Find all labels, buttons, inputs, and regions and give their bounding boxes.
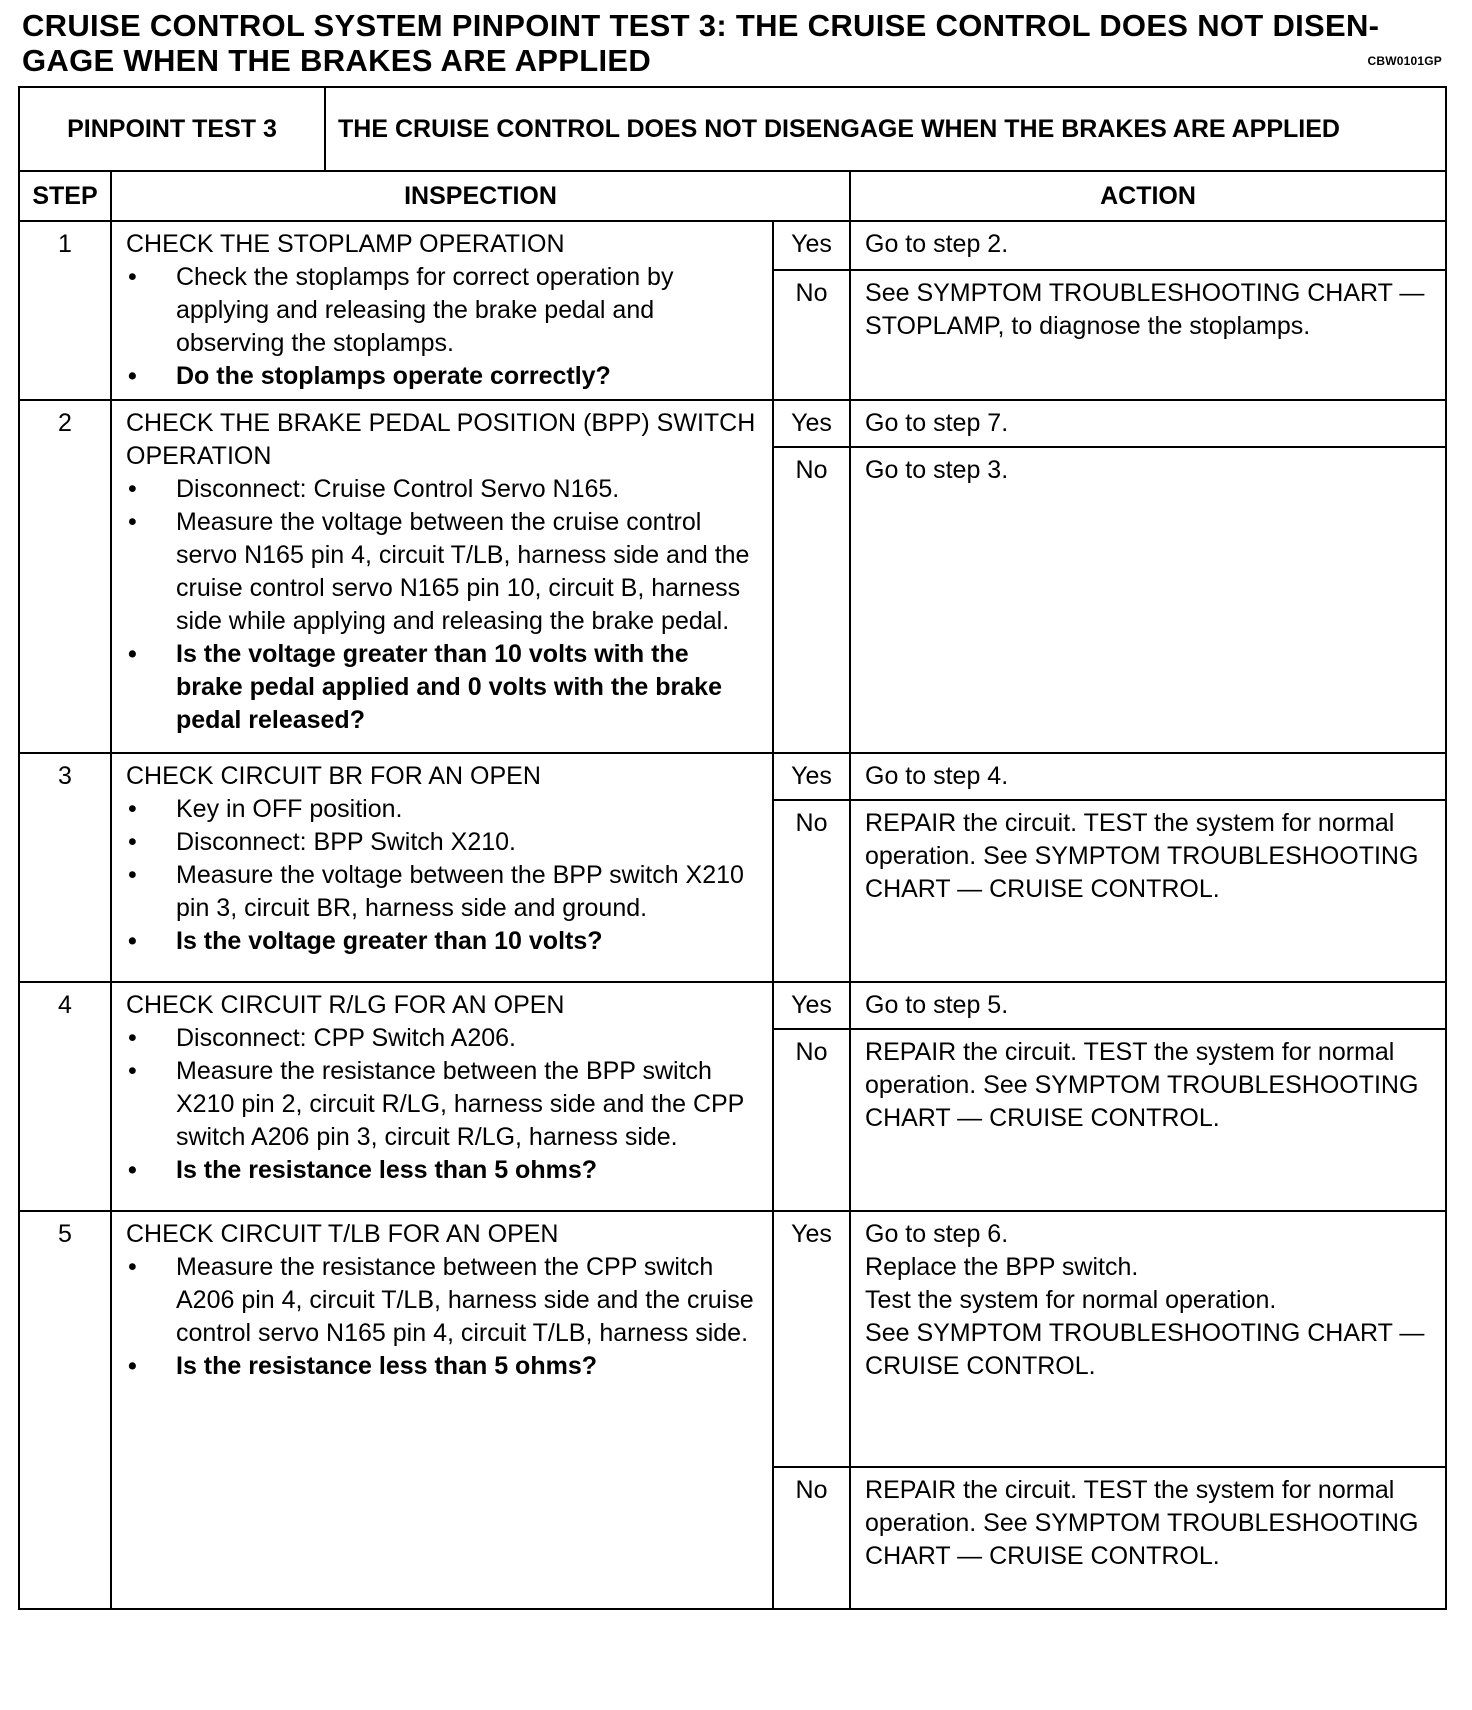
inspection-heading: CHECK CIRCUIT R/LG FOR AN OPEN (126, 991, 565, 1019)
step-number: 4 (19, 982, 111, 1211)
test-header-row (19, 87, 1446, 171)
yes-action-line: Test the system for normal operation. (865, 1286, 1277, 1314)
step-inspection (111, 753, 773, 982)
step-inspection (111, 400, 773, 753)
inspection-heading: CHECK CIRCUIT BR FOR AN OPEN (126, 762, 541, 790)
test-title: THE CRUISE CONTROL DOES NOT DISENGAGE WHEN THE BRAKES ARE APPLIED (325, 87, 1446, 171)
no-label: No (773, 1467, 850, 1609)
inspection-bullet: • Key in OFF position. (126, 793, 760, 826)
document-code: CBW0101GP (1367, 54, 1442, 68)
pinpoint-test-table (18, 86, 1447, 1610)
step-row-4 (19, 982, 1446, 1029)
inspection-bullets (126, 261, 760, 393)
step-number: 2 (19, 400, 111, 753)
yes-action: Go to step 7. (850, 400, 1446, 447)
step-number: 1 (19, 221, 111, 400)
title-line-2: GAGE WHEN THE BRAKES ARE APPLIED (22, 43, 652, 78)
inspection-question: • Is the resistance less than 5 ohms? (126, 1350, 760, 1383)
inspection-heading: CHECK CIRCUIT T/LB FOR AN OPEN (126, 1220, 559, 1248)
yes-action-line: Replace the BPP switch. (865, 1253, 1139, 1281)
inspection-bullet: • Disconnect: BPP Switch X210. (126, 826, 760, 859)
page-title (22, 8, 1452, 78)
no-label: No (773, 1029, 850, 1211)
yes-label: Yes (773, 221, 850, 270)
inspection-bullet: • Disconnect: Cruise Control Servo N165. (126, 473, 760, 506)
no-action: REPAIR the circuit. TEST the system for normal operation. See SYMPTOM TROUBLESHOOTING CHART — CRUISE CONTROL. (850, 800, 1446, 982)
inspection-bullets (126, 1251, 760, 1383)
inspection-bullet: • Measure the voltage between the cruise control servo N165 pin 4, circuit T/LB, harness side and the cruise control servo N165 pin 10, circuit B, harness side while applying and releasing the brake pedal. (126, 506, 760, 638)
no-action: REPAIR the circuit. TEST the system for normal operation. See SYMPTOM TROUBLESHOOTING CHART — CRUISE CONTROL. (850, 1029, 1446, 1211)
yes-action-line: See SYMPTOM TROUBLESHOOTING CHART — CRUISE CONTROL. (865, 1319, 1425, 1380)
no-label: No (773, 447, 850, 753)
inspection-question: • Is the resistance less than 5 ohms? (126, 1154, 760, 1187)
step-inspection (111, 982, 773, 1211)
inspection-bullets (126, 473, 760, 737)
yes-label: Yes (773, 1211, 850, 1467)
yes-label: Yes (773, 400, 850, 447)
title-line-1: CRUISE CONTROL SYSTEM PINPOINT TEST 3: THE CRUISE CONTROL DOES NOT DISEN- (22, 8, 1380, 43)
yes-label: Yes (773, 982, 850, 1029)
inspection-bullet: • Measure the voltage between the BPP switch X210 pin 3, circuit BR, harness side and ground. (126, 859, 760, 925)
inspection-bullet: • Disconnect: CPP Switch A206. (126, 1022, 760, 1055)
inspection-bullet: • Measure the resistance between the CPP switch A206 pin 4, circuit T/LB, harness side and the cruise control servo N165 pin 4, circuit T/LB, harness side. (126, 1251, 760, 1350)
steps-body (19, 221, 1446, 1609)
no-action: Go to step 3. (850, 447, 1446, 753)
yes-action-line: Go to step 6. (865, 1220, 1009, 1248)
no-action: See SYMPTOM TROUBLESHOOTING CHART — STOPLAMP, to diagnose the stoplamps. (850, 270, 1446, 400)
inspection-heading: CHECK THE BRAKE PEDAL POSITION (BPP) SWITCH OPERATION (126, 409, 756, 470)
no-label: No (773, 270, 850, 400)
step-number: 3 (19, 753, 111, 982)
column-header-inspection: INSPECTION (111, 171, 850, 221)
test-label: PINPOINT TEST 3 (19, 87, 325, 171)
no-label: No (773, 800, 850, 982)
step-row-2 (19, 400, 1446, 447)
column-header-step: STEP (19, 171, 111, 221)
yes-action: Go to step 5. (850, 982, 1446, 1029)
inspection-question: • Do the stoplamps operate correctly? (126, 360, 760, 393)
yes-action (850, 1211, 1446, 1467)
inspection-question: • Is the voltage greater than 10 volts with the brake pedal applied and 0 volts with the brake pedal released? (126, 638, 760, 737)
column-header-row (19, 171, 1446, 221)
inspection-bullet: • Measure the resistance between the BPP switch X210 pin 2, circuit R/LG, harness side and the CPP switch A206 pin 3, circuit R/LG, harness side. (126, 1055, 760, 1154)
step-inspection (111, 221, 773, 400)
inspection-bullet: • Check the stoplamps for correct operation by applying and releasing the brake pedal and observing the stoplamps. (126, 261, 760, 360)
inspection-bullets (126, 793, 760, 958)
inspection-heading: CHECK THE STOPLAMP OPERATION (126, 230, 565, 258)
no-action: REPAIR the circuit. TEST the system for normal operation. See SYMPTOM TROUBLESHOOTING CHART — CRUISE CONTROL. (850, 1467, 1446, 1609)
inspection-question: • Is the voltage greater than 10 volts? (126, 925, 760, 958)
step-inspection (111, 1211, 773, 1609)
step-row-5 (19, 1211, 1446, 1467)
yes-action: Go to step 2. (850, 221, 1446, 270)
yes-action: Go to step 4. (850, 753, 1446, 800)
step-row-1 (19, 221, 1446, 270)
column-header-action: ACTION (850, 171, 1446, 221)
step-number: 5 (19, 1211, 111, 1609)
step-row-3 (19, 753, 1446, 800)
inspection-bullets (126, 1022, 760, 1187)
yes-label: Yes (773, 753, 850, 800)
